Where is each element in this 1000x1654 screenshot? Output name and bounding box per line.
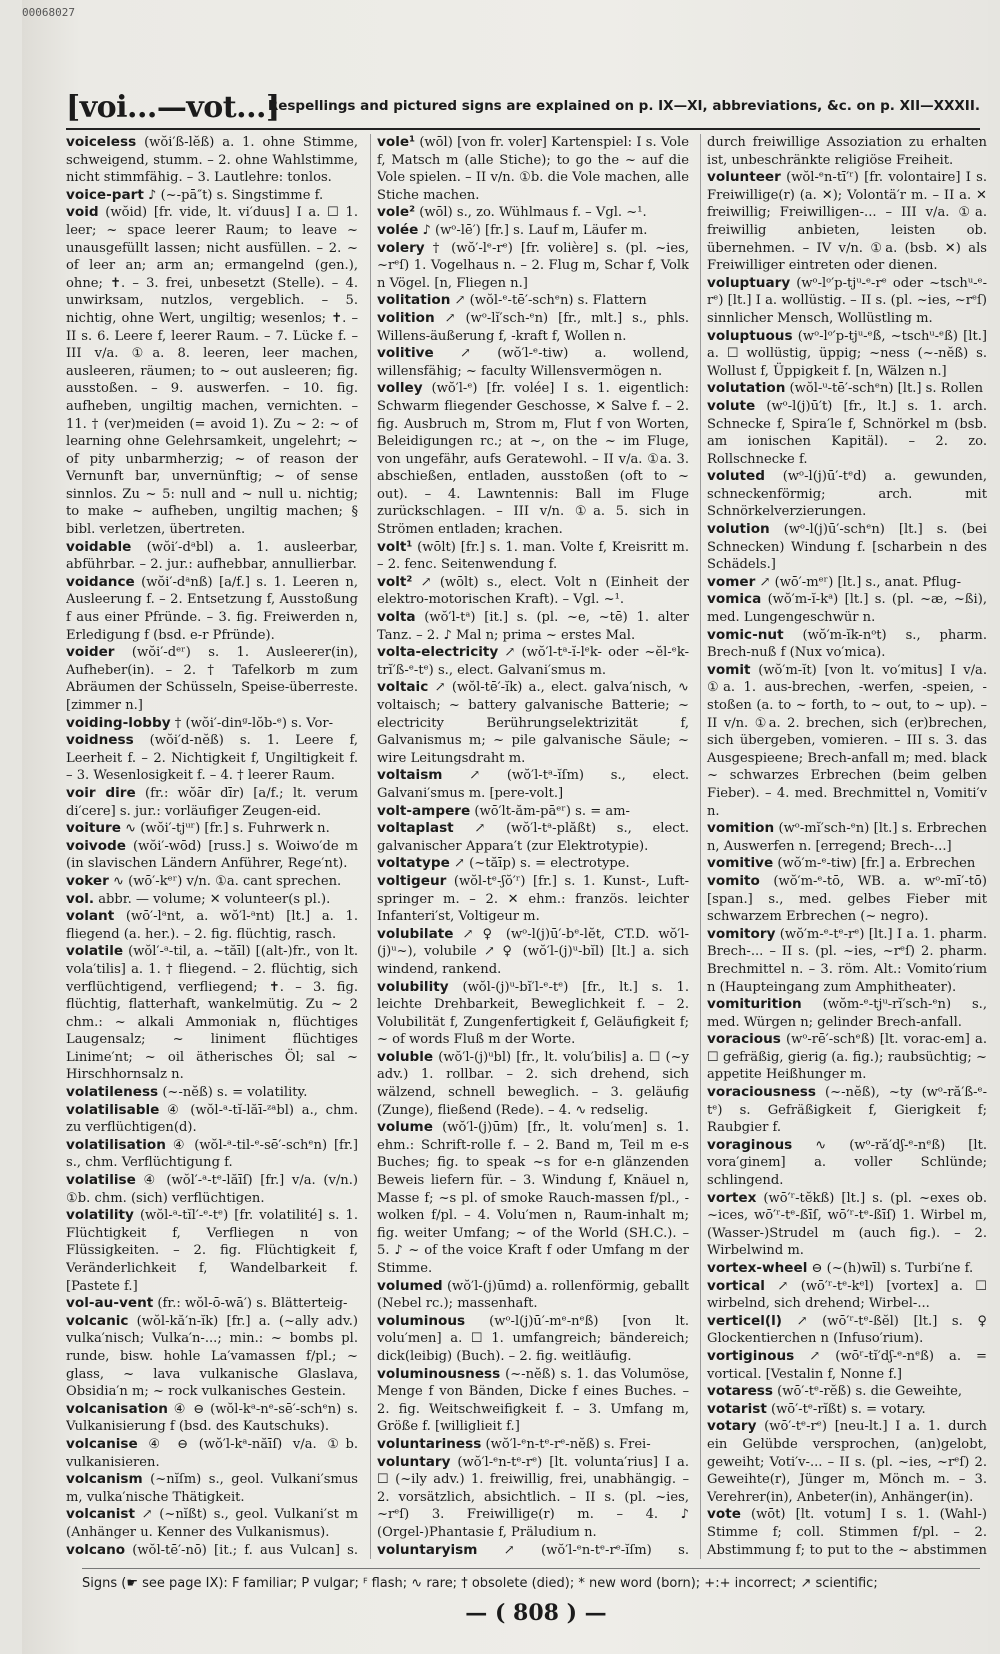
dictionary-entry <box>707 855 987 873</box>
entry-definition: † (wŏi′-dinᵍ-lŏb-ᵉ) s. Vor- <box>170 715 334 731</box>
entry-definition: (wŏ′l-(j)ᵘbl) [fr., lt. volu′bilis] a. ☐ (~y adv.) 1. rollbar. – 2. sich drehend, sich wälzend, schnell beweglich. – 3. geläufig (Zunge), fließend (Rede). – 4. ∿ redselig. <box>377 1049 689 1118</box>
dictionary-entry <box>66 134 358 187</box>
entry-definition: ↗ (wŏ′l-ᵉ-tiw) a. wollend, willensfähig; ~ faculty Willensvermögen n. <box>377 346 689 379</box>
dictionary-entry <box>377 803 689 821</box>
entry-headword: vomiturition <box>707 996 802 1013</box>
entry-headword: voidance <box>66 573 135 590</box>
entry-definition: (wŏ′l-ᵉn-tᵉ-rᵉ-nĕß) s. Frei- <box>481 1436 651 1452</box>
dictionary-entry <box>377 979 689 1049</box>
entry-headword: volunteer <box>707 169 781 186</box>
dictionary-entry <box>707 169 987 275</box>
entry-definition: (~-nĕß) s. = volatility. <box>158 1085 308 1101</box>
entry-definition: abbr. — volume; ✕ volunteer(s pl.). <box>94 891 331 907</box>
dictionary-entry <box>377 380 689 538</box>
entry-headword: voraciousness <box>707 1084 816 1101</box>
entry-headword: verticel(l) <box>707 1312 782 1329</box>
dictionary-entry <box>707 926 987 996</box>
dictionary-entry <box>707 1031 987 1084</box>
entry-definition: (wō′-lᵃnt, a. wŏ′l-ᵃnt) [lt.] a. 1. fliegend (a. her.). – 2. fig. flüchtig, rasch. <box>66 909 358 942</box>
entry-headword: vole¹ <box>377 134 416 150</box>
entry-definition: ↗ (wōlt) s., elect. Volt n (Einheit der elektro-motorischen Kraft). – Vgl. ~¹. <box>377 574 689 608</box>
entry-definition: (~-nĕß) s. 1. das Volumöse, Menge f von Bänden, Dicke f eines Buches. – 2. fig. Weitschweifigkeit f. – 3. Umfang m, Größe f. [williglieit f.] <box>377 1366 689 1435</box>
entry-definition: (wŏ′l-(j)ūmd) a. rollenförmig, geballt (Nebel rc.); massenhaft. <box>377 1278 689 1312</box>
guide-words: [voi...—vot...] <box>66 90 280 125</box>
dictionary-entry <box>377 820 689 855</box>
dictionary-entry <box>66 1506 358 1541</box>
dictionary-entry <box>66 1542 358 1560</box>
entry-headword: vomito <box>707 872 760 889</box>
entry-headword: vol. <box>66 890 95 907</box>
entry-headword: voiding-lobby <box>66 714 171 731</box>
entry-headword: voluptuary <box>707 274 791 291</box>
dictionary-entry <box>66 943 358 1084</box>
entry-definition: (fr.: wŏl-ō-wā′) s. Blätterteig- <box>153 1296 348 1312</box>
entry-definition: ↗ ♀ (wᵒ-l(j)ū′-bᵉ-lĕt, CT.D. wŏ′l-(j)ᵘ~), volubile ↗ ♀ (wŏ′l-(j)ᵘ-bĭl) [lt.] a. sich windend, rankend. <box>377 926 689 977</box>
entry-definition: (wᵒ-mĭ′sch-ᵉn) [lt.] s. Erbrechen n, Auswerfen n. [erregend; Brech-...] <box>707 821 987 854</box>
entry-headword: voltatype <box>377 855 450 872</box>
entry-definition: (wŏ′l-ᵉ) [fr. volée] I s. 1. eigentlich: Schwarm fliegender Geschosse, ✕ Salve f. – 2. fig. Ausbruch m, Strom m, Flut f von Worten, Beleidigungen rc.; at ~, on the ~ im Fluge, von ungefähr, aufs Geratewohl. – II v/a. ①a. 3. abschießen, entladen, ausstoßen (oft to ~ out). – 4. Lawntennis: Ball im Fluge zurückschlagen. – III v/n. ①a. 5. sich in Strömen entladen; krachen. <box>377 381 689 538</box>
entry-definition: (wōt) [lt. votum] I s. 1. (Wahl-) Stimme f; coll. Stimmen f/pl. – 2. Abstimmung f; to put to the ~ abstimmen <box>707 1507 987 1558</box>
entry-headword: vortical <box>707 1277 765 1294</box>
entry-headword: volt-ampere <box>377 802 471 819</box>
entry-headword: vomit <box>707 661 751 678</box>
entry-definition: (wŏ′m-ᵉ-tᵉ-rᵉ) [lt.] I a. 1. pharm. Brech-... – II s. (pl. ~ies, ~rᵉſ) 2. pharm. Brechmittel n. – 3. röm. Alt.: Vomito′rium n (Haupteingang zum Amphitheater). <box>707 926 987 995</box>
dictionary-entry <box>66 1401 358 1436</box>
entry-headword: volubilate <box>377 925 454 942</box>
dictionary-entry <box>377 240 689 293</box>
dictionary-entry <box>377 644 689 679</box>
entry-definition: ↗ (~nĭßt) s., geol. Vulkani′st m (Anhänger u. Kenner des Vulkanismus). <box>66 1507 358 1540</box>
entry-headword: volume <box>377 1119 433 1136</box>
entry-definition: (wŏi′-dᵃbl) a. 1. ausleerbar, abführbar. – 2. jur.: aufhebbar, annullierbar. <box>66 539 358 573</box>
entry-headword: volcanise <box>66 1435 138 1452</box>
entry-definition: (wŏi′-dᵃnß) [a/f.] s. 1. Leeren n, Ausleerung f. – 2. Entsetzung f, Ausstoßung f aus einer Pfründe. – 3. fig. Freiwerden n, Erledigung f (bsd. e-r Pfründe). <box>66 574 358 643</box>
entry-definition: (wŏ′l-ᵉn-tᵉ-rᵉ) [lt. volunta′rius] I a. ☐ (~ily adv.) 1. freiwillig, frei, unabhängig. – 2. vorsätzlich, absichtlich. – II s. (pl. ~ies, ~rᵉſ) 3. Freiwillige(r) m. – 4. ♪ (Orgel-)Phantasie f, Präludium n. <box>377 1454 689 1540</box>
dictionary-entry <box>707 820 987 855</box>
entry-definition: (wŏl-tᵉ-ʃŏ′ʳ) [fr.] s. 1. Kunst-, Luft-springer m. – 2. ✕ ehm.: französ. leichter Infanteri′st, Voltigeur m. <box>377 873 689 925</box>
entry-definition: ④ ⊖ (wŏ′l-kᵃ-năīſ) v/a. ①b. vulkanisieren. <box>66 1436 358 1470</box>
entry-definition: ↗ (wŏ′l-tᵃ-ĭſm) s., elect. Galvani′smus m. [pere-volt.] <box>377 768 689 801</box>
entry-definition: (wᵒ-lᵒ′p-tjᵘ-ᵉß, ~tschᵘ-ᵉß) [lt.] a. ☐ wollüstig, üppig; ~ness (~-nĕß) s. Wollust f, Üppigkeit f. [n, Wälzen n.] <box>707 328 987 379</box>
dictionary-entry <box>707 1401 987 1419</box>
entry-headword: voluminousness <box>377 1365 501 1382</box>
dictionary-entry <box>707 591 987 626</box>
entry-headword: volée <box>377 221 419 238</box>
entry-headword: volta-electricity <box>377 644 499 661</box>
entry-definition: (wŏi′-wōd) [russ.] s. Woiwo′de m (in slavischen Ländern Anführer, Rege′nt). <box>66 838 358 872</box>
entry-headword: void <box>66 204 99 221</box>
entry-headword: vol-au-vent <box>66 1295 154 1312</box>
entry-definition: (wō′ʳ-tĕkß) [lt.] s. (pl. ~exes ob. ~ices, wō′ʳ-tᵉ-ßīſ, wō′ʳ-tᵉ-ßīſ) 1. Wirbel m, (Wasser-)Strudel m (auch fig.). – 2. Wirbelwind m. <box>707 1190 987 1259</box>
dictionary-entry <box>707 1260 987 1278</box>
entry-headword: volley <box>377 380 423 397</box>
dictionary-entry <box>377 1542 689 1560</box>
dictionary-entry <box>707 1137 987 1190</box>
entry-headword: volatilisable <box>66 1101 160 1118</box>
dictionary-entry <box>707 134 987 169</box>
entry-definition: (wᵒ-rē′-schᵉß) [lt. vorac-em] a. ☐ gefräßig, gierig (a. fig.); raubsüchtig; ~ appetite Heißhunger m. <box>707 1032 987 1083</box>
dictionary-entry <box>377 204 689 222</box>
entry-headword: voluntariness <box>377 1435 482 1452</box>
entry-headword: voluntaryism <box>377 1541 478 1558</box>
entry-headword: volcanisation <box>66 1400 168 1417</box>
dictionary-entry <box>707 275 987 328</box>
entry-definition: (wŏ′l-(j)ūm) [fr., lt. volu′men] s. 1. ehm.: Schrift-rolle f. – 2. Band m, Teil m e-s Buches; fig. to speak ~s for e-n glänzenden Beweis liefern für. – 3. Windung f, Knäuel n, Masse f; ~s pl. of smoke Rauch-massen f/pl., -wolken f/pl. – 4. Volu′men n, Raum-inhalt m; fig. weiter Umfang; ~ of the World (SH.C.). – 5. ♪ ~ of the voice Kraft f oder Umfang m der Stimme. <box>377 1120 689 1276</box>
dictionary-entry <box>66 1102 358 1137</box>
dictionary-entry <box>377 574 689 609</box>
entry-headword: voraginous <box>707 1136 793 1153</box>
column-3 <box>700 134 987 1559</box>
entry-definition: ↗ (wŏl-ᵉ-tē′-schᵉn) s. Flattern <box>450 293 647 309</box>
entry-headword: vortiginous <box>707 1347 795 1364</box>
dictionary-entry <box>377 926 689 979</box>
entry-headword: voice-part <box>66 186 144 203</box>
dictionary-entry <box>707 996 987 1031</box>
dictionary-entry <box>377 1278 689 1313</box>
entry-columns <box>66 134 987 1559</box>
entry-headword: voluptuous <box>707 327 793 344</box>
dictionary-entry <box>66 908 358 943</box>
entry-headword: voidness <box>66 732 134 749</box>
entry-definition: (wŏi′ß-lĕß) a. 1. ohne Stimme, schweigend, stumm. – 2. ohne Wahlstimme, nicht stimmfähig. – 3. Lautlehre: tonlos. <box>66 135 358 186</box>
entry-headword: vomer <box>707 573 756 590</box>
entry-definition: ↗ (wᵒ-lĭ′sch-ᵉn) [fr., mlt.] s., phls. Willens-äußerung f, -kraft f, Wollen n. <box>377 310 689 344</box>
dictionary-entry <box>377 310 689 345</box>
dictionary-entry <box>377 222 689 240</box>
dictionary-entry <box>66 715 358 733</box>
entry-definition: (wŏid) [fr. vide, lt. vi′duus] I a. ☐ 1. leer; ~ space leerer Raum; to leave ~ unausgefüllt lassen; nicht ausfüllen. – 2. ~ of leer an; arm an; ermangelnd (gen.), ohne; ✝. – 3. frei, unbesetzt (Stelle). – 4. unwirksam, nutzlos, vergeblich. – 5. nichtig, ohne Wert, ungiltig; wesenlos; ✝. – II s. 6. Leere f, leerer Raum. – 7. Lücke f. – III v/a. ①a. 8. leeren, leer machen, ausleeren, räumen; to ~ out ausleeren; fig. ausstoßen. – 9. auswerfen. – 10. fig. aufheben, ungiltig machen, vernichten. – 11. † (ver)meiden (= avoid 1). Zu ~ 2: ~ of learning ohne Gelehrsamkeit, ungelehrt; ~ of pity unbarmherzig; ~ of reason der Vernunft bar, unvernünftig; ~ of sense sinnlos. Zu ~ 5: null and ~ null u. nichtig; to make ~ aufheben, ungiltig machen; § bibl. verletzen, übertreten. <box>66 205 358 538</box>
entry-headword: volcano <box>66 1541 126 1558</box>
dictionary-entry <box>66 1084 358 1102</box>
signs-legend: Signs (☛ see page IX): F familiar; P vulgar; ꟳ flash; ∿ rare; † obsolete (died); * new word (born); +:+ incorrect; ↗ scientific; <box>82 1568 980 1597</box>
dictionary-entry <box>377 292 689 310</box>
entry-headword: volutation <box>707 380 786 397</box>
entry-headword: volcanist <box>66 1506 136 1523</box>
entry-definition: (wŏ′m-ĭt) [von lt. vo′mitus] I v/a. ①a. 1. aus-brechen, -werfen, -speien, -stoßen (a. to ~ forth, to ~ out, to ~ up). – II v/n. ①a. 2. brechen, sich (er)brechen, sich übergeben, vomieren. – III s. 3. das Ausgespieene; Brech-anfall m; med. black ~ schwarzes Erbrechen (beim gelben Fieber). – 4. med. Brechmittel n, Vomiti′v n. <box>707 662 987 819</box>
dictionary-entry <box>707 1084 987 1137</box>
entry-definition: ♪ (~-pā″t) s. Singstimme f. <box>143 187 324 203</box>
dictionary-entry <box>707 1348 987 1383</box>
entry-definition: (wōl) [von fr. voler] Kartenspiel: I s. Vole f, Matsch m (alle Stiche); to go the ~ auf die Vole spielen. – II v/n. ①b. die Vole machen, alle Stiche machen. <box>377 135 689 203</box>
entry-headword: volute <box>707 397 756 414</box>
entry-headword: voltaplast <box>377 820 454 837</box>
entry-headword: votary <box>707 1418 757 1435</box>
entry-headword: volitive <box>377 345 434 362</box>
entry-headword: vole² <box>377 204 416 221</box>
entry-definition: (wō′lt-ăm-pāᵉʳ) s. = am- <box>470 803 630 819</box>
entry-definition: ↗ (wō′ʳ-tᵉ-kᵉl) [vortex] a. ☐ wirbelnd, sich drehend; Wirbel-... <box>707 1278 987 1312</box>
entry-headword: volition <box>377 309 435 326</box>
dictionary-entry <box>377 855 689 873</box>
entry-headword: volcanism <box>66 1471 143 1488</box>
entry-definition: (wŏm-ᵉ-tjᵘ-rĭ′sch-ᵉn) s., med. Würgen n; gelinder Brech-anfall. <box>707 997 987 1030</box>
dictionary-entry <box>66 873 358 891</box>
entry-definition: ④ ⊖ (wŏl-kᵃ-nᵉ-sē′-schᵉn) s. Vulkanisierung f (bsd. des Kautschuks). <box>66 1401 358 1435</box>
entry-definition: (wŏi′d-nĕß) s. 1. Leere f, Leerheit f. – 2. Nichtigkeit f, Ungiltigkeit f. – 3. Wesenlosigkeit f. – 4. † leerer Raum. <box>66 733 358 784</box>
entry-definition: (wŏl-ᵉn-tī′ʳ) [fr. volontaire] I s. Freiwillige(r) (a. ✕); Volontä′r m. – II a. ✕ freiwillig; Freiwilligen-... – III v/a. ①a. freiwillig anbieten, leisten ob. übernehmen. – IV v/n. ①a. (bsb. ✕) als Freiwilliger eintreten oder dienen. <box>707 170 987 274</box>
entry-definition: (wō′-tᵉ-rĕß) s. die Geweihte, <box>772 1384 963 1400</box>
entry-definition: (wŏi′-dᵉʳ) s. 1. Ausleerer(in), Aufheber(in). – 2. † Tafelkorb m zum Abräumen der Schüsseln, Speise-überreste. [zimmer n.] <box>66 645 358 713</box>
entry-definition: (wᵒ-l(j)ū′-tᵉd) a. gewunden, schneckenförmig; arch. mit Schnörkelverzierungen. <box>707 469 987 520</box>
dictionary-entry <box>66 1295 358 1313</box>
entry-headword: voivode <box>66 837 127 854</box>
entry-definition: ↗ (wō′-mᵉʳ) [lt.] s., anat. Pflug- <box>755 574 962 590</box>
entry-headword: volatilise <box>66 1172 136 1189</box>
dictionary-entry <box>377 1436 689 1454</box>
dictionary-page <box>22 0 988 1654</box>
dictionary-entry <box>377 1049 689 1119</box>
entry-headword: vomitive <box>707 855 774 872</box>
entry-headword: voltaism <box>377 767 443 784</box>
dictionary-entry <box>707 1506 987 1559</box>
entry-definition: (wō′-tᵉ-rᵉ) [neu-lt.] I a. 1. durch ein Gelübde versprochen, (an)gelobt, geweiht; Voti′v-... – II s. (pl. ~ies, ~rᵉſ) 2. Geweihte(r), Jünger m, Mönch m. – 3. Verehrer(in), Anbeter(in), Anhänger(in). <box>707 1419 987 1505</box>
entry-headword: volatility <box>66 1207 134 1224</box>
entry-definition: (wŏ′m-ĭ-kᵃ) [lt.] s. (pl. ~æ, ~ßi), med. Lungengeschwür n. <box>707 592 987 626</box>
entry-definition: (~nĭſm) s., geol. Vulkani′smus m, vulka′nische Thätigkeit. <box>66 1472 358 1505</box>
entry-headword: volatileness <box>66 1084 159 1101</box>
entry-definition: ↗ (wō′ʳ-tᵉ-ßĕl) [lt.] s. ♀ Glockentierchen n (Infuso′rium). <box>707 1313 987 1347</box>
entry-headword: vomic-nut <box>707 626 784 643</box>
dictionary-entry <box>707 662 987 820</box>
entry-definition: (wŏ′m-ĭk-nᵒt) s., pharm. Brech-nuß f (Nux vo′mica). <box>707 627 987 661</box>
dictionary-entry <box>377 1313 689 1366</box>
dictionary-entry <box>66 838 358 873</box>
entry-definition: (wᵒ-l(j)ū′t) [fr., lt.] s. 1. arch. Schnecke f, Spira′le f, Schnörkel m (bsb. am ionischen Kapitäl). – 2. zo. Rollschnecke f. <box>707 398 987 467</box>
entry-headword: voltigeur <box>377 872 447 889</box>
dictionary-entry <box>66 644 358 714</box>
entry-headword: volitation <box>377 292 451 309</box>
entry-definition: ↗ (wŏl-tē′-ĭk) a., elect. galva′nisch, ∿ voltaisch; ~ battery galvanische Batterie; ~ electricity Berührungselektrizität f, Galvanismus m; ~ pile galvanische Säule; ~ wire Leitungsdraht m. <box>377 680 689 766</box>
entry-headword: volatile <box>66 943 124 960</box>
entry-headword: vomica <box>707 591 762 608</box>
entry-definition: ④ (wŏl-ᵃ-tĭ-lăī-ᶻᵃbl) a., chm. zu verflüchtigen(d). <box>66 1102 358 1136</box>
entry-headword: voider <box>66 644 115 661</box>
dictionary-entry <box>66 891 358 909</box>
entry-headword: vortex <box>707 1189 757 1206</box>
dictionary-entry <box>707 380 987 398</box>
dictionary-entry <box>707 521 987 574</box>
dictionary-entry <box>707 1278 987 1313</box>
entry-headword: vomition <box>707 820 775 837</box>
entry-headword: voidable <box>66 538 132 555</box>
dictionary-entry <box>377 1454 689 1542</box>
entry-definition: (wᵒ-l(j)ū′-schᵉn) [lt.] s. (bei Schnecken) Windung f. [scharbein n des Schädels.] <box>707 522 987 573</box>
dictionary-entry <box>707 627 987 662</box>
entry-headword: volta <box>377 609 416 626</box>
entry-definition: ↗ (~tăīp) s. = electrotype. <box>449 856 630 872</box>
entry-definition: (wōlt) [fr.] s. 1. man. Volte f, Kreisritt m. – 2. fenc. Seitenwendung f. <box>377 539 689 573</box>
entry-definition: ↗ (wŏ′l-tᵃ-ĭ-lᵉk- oder ~ĕl-ᵉk-trĭ′ß-ᵉ-tᵉ) s., elect. Galvani′smus m. <box>377 645 689 678</box>
entry-headword: volatilisation <box>66 1136 166 1153</box>
dictionary-entry <box>377 1366 689 1436</box>
entry-headword: volcanic <box>66 1312 129 1329</box>
dictionary-entry <box>377 1119 689 1277</box>
entry-definition: ⊖ (~(h)wīl) s. Turbi′ne f. <box>807 1261 974 1276</box>
entry-headword: volery <box>377 239 425 256</box>
entry-definition: ↗ (wōʳ-tĭ′dʃ-ᵉ-nᵉß) a. = vortical. [Vestalin f, Nonne f.] <box>707 1348 987 1382</box>
entry-definition: (wŏ′m-ᵉ-tō, WB. a. wᵒ-mī′-tō) [span.] s., med. gelbes Fieber mit schwarzem Erbrechen (~ negro). <box>707 873 987 925</box>
entry-definition: ④ (wŏl-ᵃ-til-ᵉ-sē′-schᵉn) [fr.] s., chm. Verflüchtigung f. <box>66 1137 358 1171</box>
entry-definition: ↗ (wŏ′l-tᵃ-plăßt) s., elect. galvanischer Appara′t (zur Elektrotypie). <box>377 821 689 854</box>
entry-headword: vote <box>707 1506 741 1523</box>
entry-definition: † (wŏ′-lᵉ-rᵉ) [fr. volière] s. (pl. ~ies, ~rᵉſ) 1. Vogelhaus n. – 2. Flug m, Schar f, Volk n Vögel. [n, Fliegen n.] <box>377 240 689 291</box>
entry-headword: votaress <box>707 1383 773 1400</box>
dictionary-entry <box>66 785 358 820</box>
entry-definition: ∿ (wō′-kᵉʳ) v/n. ①a. cant sprechen. <box>108 873 342 889</box>
entry-definition: (~-nĕß), ~ty (wᵒ-ră′ß-ᵉ-tᵉ) s. Gefräßigkeit f, Gierigkeit f; Raubgier f. <box>707 1085 987 1136</box>
dictionary-entry <box>707 1418 987 1506</box>
entry-definition: (wŏl′-ᵃ-til, a. ~tăīl) [(alt-)fr., von lt. vola′tilis] a. 1. † fliegend. – 2. flüchtig, sich verflüchtigend, verfliegend; ✝. – 3. fig. flüchtig, flatterhaft, wankelmütig. Zu ~ 2 chm.: ~ alkali Ammoniak n, flüchtiges Laugensalz; ~ liniment flüchtiges Linime′nt; ~ oil ätherisches Öl; sal ~ Hirschhornsalz n. <box>66 944 358 1083</box>
dictionary-entry <box>377 679 689 767</box>
dictionary-entry <box>66 1436 358 1471</box>
header-note: Respellings and pictured signs are explained on p. IX—XI, abbreviations, &c. on p. XII—XXXII. <box>267 98 980 114</box>
entry-headword: votarist <box>707 1400 767 1417</box>
entry-headword: volumed <box>377 1277 443 1294</box>
dictionary-entry <box>707 328 987 381</box>
dictionary-entry <box>66 1313 358 1401</box>
entry-headword: voluble <box>377 1048 434 1065</box>
entry-headword: volubility <box>377 978 449 995</box>
entry-definition: (wŏl-ᵘ-tē′-schᵉn) [lt.] s. Rollen <box>785 381 984 397</box>
entry-definition: (wō′-tᵉ-rĭßt) s. = votary. <box>766 1401 926 1417</box>
dictionary-entry <box>66 1137 358 1172</box>
entry-definition: (wŏl-tē′-nō) [it.; f. aus Vulcan] s. <box>132 1542 358 1558</box>
dictionary-entry <box>66 204 358 538</box>
entry-definition: ♪ (wᵒ-lē′) [fr.] s. Lauf m, Läufer m. <box>418 222 648 238</box>
dictionary-entry <box>377 609 689 644</box>
entry-headword: volt² <box>377 573 413 590</box>
dictionary-entry <box>377 767 689 802</box>
entry-headword: vortex-wheel <box>707 1260 808 1276</box>
entry-headword: voir dire <box>66 784 136 801</box>
entry-headword: voluted <box>707 468 765 485</box>
dictionary-entry <box>377 345 689 380</box>
entry-headword: voltaic <box>377 679 429 696</box>
dictionary-entry <box>707 398 987 468</box>
dictionary-entry <box>707 1190 987 1260</box>
dictionary-entry <box>707 468 987 521</box>
entry-definition: (wᵒ-l(j)ū′-mᵉ-nᵉß) [von lt. volu′men] a. ☐ 1. umfangreich; bändereich; dick(leibig) (Buch). – 2. fig. weitläufig. <box>377 1313 689 1364</box>
dictionary-entry <box>66 820 358 838</box>
entry-definition: (fr.: wŏār dīr) [a/f.; lt. verum di′cere] s. jur.: vorläufiger Zeugen-eid. <box>66 785 358 819</box>
entry-definition: (wŏl-(j)ᵘ-bĭ′l-ᵉ-tᵉ) [fr., lt.] s. 1. leichte Drehbarkeit, Beweglichkeit f. – 2. Volubilität f, Zungenfertigkeit f, Geläufigkeit f; ~ of words Fluß m der Worte. <box>377 979 689 1048</box>
entry-headword: voker <box>66 872 109 889</box>
entry-definition: (wŏ′l-tᵃ) [it.] s. (pl. ~e, ~tē) 1. alter Tanz. – 2. ♪ Mal n; prima ~ erstes Mal. <box>377 610 689 643</box>
entry-headword: voracious <box>707 1031 781 1048</box>
entry-definition: durch freiwillige Assoziation zu erhalten ist, unbeschränkte religiöse Freiheit. <box>707 135 987 168</box>
entry-definition: (wōl) s., zo. Wühlmaus f. – Vgl. ~¹. <box>415 205 647 221</box>
entry-definition: ∿ (wᵒ-ră′dʃ-ᵉ-nᵉß) [lt. vora′ginem] a. voller Schlünde; schlingend. <box>707 1137 987 1189</box>
entry-headword: volt¹ <box>377 538 413 555</box>
dictionary-entry <box>377 134 689 204</box>
dictionary-entry <box>66 1172 358 1207</box>
dictionary-entry <box>66 574 358 644</box>
entry-definition: (wᵒ-lᵒ′p-tjᵘ-ᵉ-rᵉ oder ~tschᵘ-ᵉ-rᵉ) [lt.] I a. wollüstig. – II s. (pl. ~ies, ~rᵉſ) sinnlicher Mensch, Wollüstling m. <box>707 275 987 326</box>
entry-headword: voluminous <box>377 1312 466 1329</box>
entry-definition: (wŏ′m-ᵉ-tiw) [fr.] a. Erbrechen <box>773 856 976 872</box>
dictionary-entry <box>66 1207 358 1295</box>
entry-definition: (wŏl-ᵃ-tĭl′-ᵉ-tᵉ) [fr. volatilité] s. 1. Flüchtigkeit f, Verfliegen n von Flüssigkeiten. – 2. fig. Flüchtigkeit f, Veränderlichkeit f, Wandelbarkeit f. [Pastete f.] <box>66 1208 358 1294</box>
dictionary-entry <box>707 873 987 926</box>
entry-definition: ④ (wŏl′-ᵃ-tᵉ-lăīſ) [fr.] v/a. (v/n.) ①b. chm. (sich) verflüchtigen. <box>66 1173 358 1206</box>
entry-headword: voiceless <box>66 134 137 150</box>
dictionary-entry <box>66 732 358 785</box>
dictionary-entry <box>707 574 987 592</box>
entry-headword: volution <box>707 521 770 538</box>
dictionary-entry <box>377 539 689 574</box>
column-2 <box>370 134 689 1559</box>
dictionary-entry <box>66 539 358 574</box>
dictionary-entry <box>66 1471 358 1506</box>
dictionary-entry <box>707 1313 987 1348</box>
entry-definition: (wŏl-kă′n-ĭk) [fr.] a. (~ally adv.) vulka′nisch; Vulka′n-...; min.: ~ bombs pl. runde, bisw. hohle La′vamassen f/pl.; ~ glass, ~ lava vulkanische Glaslava, Obsidia′n m; ~ rock vulkanisches Gestein. <box>66 1313 358 1400</box>
entry-definition: ↗ (wŏ′l-ᵉn-tᵉ-rᵉ-ĭſm) s. <box>503 1542 689 1558</box>
column-1 <box>66 134 358 1559</box>
page-number: — ( 808 ) — <box>465 1600 607 1626</box>
entry-headword: vomitory <box>707 925 776 942</box>
entry-definition: ∿ (wŏi′-tjᵘʳ) [fr.] s. Fuhrwerk n. <box>120 821 330 837</box>
dictionary-entry <box>707 1383 987 1401</box>
dictionary-entry <box>66 187 358 205</box>
dictionary-entry <box>377 873 689 926</box>
page-header <box>66 88 980 130</box>
entry-headword: voluntary <box>377 1453 451 1470</box>
entry-headword: voiture <box>66 820 121 837</box>
entry-headword: volant <box>66 908 115 925</box>
scan-id: 00068027 <box>22 6 75 19</box>
